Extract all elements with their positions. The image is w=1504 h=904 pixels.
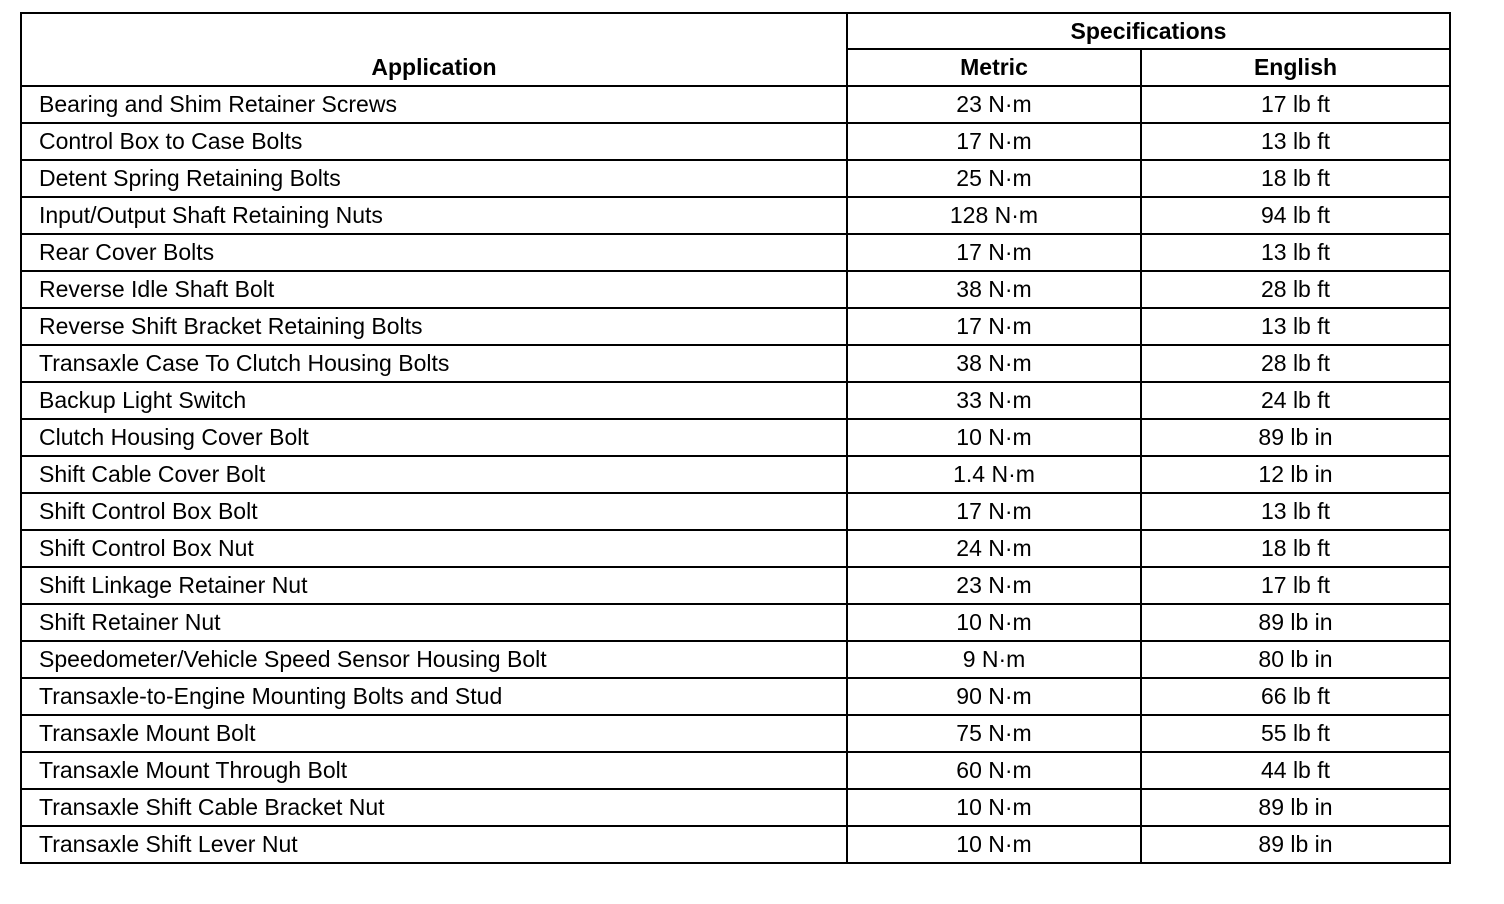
english-cell: 28 lb ft — [1141, 345, 1450, 382]
english-cell: 89 lb in — [1141, 419, 1450, 456]
metric-cell: 75 N·m — [847, 715, 1141, 752]
metric-column-header: Metric — [847, 49, 1141, 86]
table-row — [21, 123, 1450, 160]
application-cell: Transaxle Shift Lever Nut — [21, 826, 847, 863]
metric-cell: 17 N·m — [847, 123, 1141, 160]
english-cell: 55 lb ft — [1141, 715, 1450, 752]
application-cell: Shift Control Box Bolt — [21, 493, 847, 530]
english-cell: 24 lb ft — [1141, 382, 1450, 419]
metric-cell: 10 N·m — [847, 789, 1141, 826]
table-row — [21, 604, 1450, 641]
table-row — [21, 752, 1450, 789]
metric-cell: 17 N·m — [847, 308, 1141, 345]
application-cell: Transaxle-to-Engine Mounting Bolts and Stud — [21, 678, 847, 715]
table-row — [21, 826, 1450, 863]
english-cell: 89 lb in — [1141, 604, 1450, 641]
metric-cell: 38 N·m — [847, 345, 1141, 382]
application-cell: Backup Light Switch — [21, 382, 847, 419]
application-cell: Input/Output Shaft Retaining Nuts — [21, 197, 847, 234]
application-cell: Detent Spring Retaining Bolts — [21, 160, 847, 197]
metric-cell: 38 N·m — [847, 271, 1141, 308]
application-cell: Transaxle Shift Cable Bracket Nut — [21, 789, 847, 826]
metric-cell: 24 N·m — [847, 530, 1141, 567]
english-cell: 28 lb ft — [1141, 271, 1450, 308]
english-cell: 17 lb ft — [1141, 567, 1450, 604]
specifications-column-header: Specifications — [847, 13, 1450, 49]
application-cell: Shift Linkage Retainer Nut — [21, 567, 847, 604]
metric-cell: 60 N·m — [847, 752, 1141, 789]
table-row — [21, 641, 1450, 678]
application-cell: Control Box to Case Bolts — [21, 123, 847, 160]
metric-cell: 23 N·m — [847, 86, 1141, 123]
metric-cell: 17 N·m — [847, 493, 1141, 530]
table-row — [21, 271, 1450, 308]
table-row — [21, 197, 1450, 234]
metric-cell: 10 N·m — [847, 604, 1141, 641]
table-row — [21, 160, 1450, 197]
table-header — [21, 13, 1450, 86]
english-cell: 94 lb ft — [1141, 197, 1450, 234]
english-cell: 80 lb in — [1141, 641, 1450, 678]
application-cell: Transaxle Mount Through Bolt — [21, 752, 847, 789]
metric-cell: 25 N·m — [847, 160, 1141, 197]
metric-cell: 10 N·m — [847, 419, 1141, 456]
application-cell: Reverse Idle Shaft Bolt — [21, 271, 847, 308]
english-cell: 13 lb ft — [1141, 308, 1450, 345]
table-row — [21, 456, 1450, 493]
application-column-header: Application — [21, 13, 847, 86]
table-row — [21, 382, 1450, 419]
english-cell: 44 lb ft — [1141, 752, 1450, 789]
table-row — [21, 234, 1450, 271]
table-row — [21, 86, 1450, 123]
metric-cell: 90 N·m — [847, 678, 1141, 715]
table-row — [21, 789, 1450, 826]
metric-cell: 10 N·m — [847, 826, 1141, 863]
application-cell: Shift Control Box Nut — [21, 530, 847, 567]
table-row — [21, 308, 1450, 345]
metric-cell: 9 N·m — [847, 641, 1141, 678]
english-cell: 13 lb ft — [1141, 493, 1450, 530]
table-body — [21, 86, 1450, 863]
english-column-header: English — [1141, 49, 1450, 86]
metric-cell: 33 N·m — [847, 382, 1141, 419]
metric-cell: 1.4 N·m — [847, 456, 1141, 493]
application-cell: Bearing and Shim Retainer Screws — [21, 86, 847, 123]
english-cell: 17 lb ft — [1141, 86, 1450, 123]
application-cell: Reverse Shift Bracket Retaining Bolts — [21, 308, 847, 345]
metric-cell: 17 N·m — [847, 234, 1141, 271]
english-cell: 12 lb in — [1141, 456, 1450, 493]
table-row — [21, 715, 1450, 752]
torque-spec-table — [20, 12, 1451, 864]
application-cell: Transaxle Mount Bolt — [21, 715, 847, 752]
metric-cell: 128 N·m — [847, 197, 1141, 234]
application-cell: Shift Cable Cover Bolt — [21, 456, 847, 493]
english-cell: 13 lb ft — [1141, 234, 1450, 271]
table-row — [21, 567, 1450, 604]
application-cell: Speedometer/Vehicle Speed Sensor Housing Bolt — [21, 641, 847, 678]
english-cell: 89 lb in — [1141, 789, 1450, 826]
table-row — [21, 530, 1450, 567]
english-cell: 89 lb in — [1141, 826, 1450, 863]
table-row — [21, 419, 1450, 456]
application-cell: Clutch Housing Cover Bolt — [21, 419, 847, 456]
application-cell: Rear Cover Bolts — [21, 234, 847, 271]
application-cell: Shift Retainer Nut — [21, 604, 847, 641]
english-cell: 66 lb ft — [1141, 678, 1450, 715]
table-row — [21, 493, 1450, 530]
application-cell: Transaxle Case To Clutch Housing Bolts — [21, 345, 847, 382]
table-row — [21, 345, 1450, 382]
metric-cell: 23 N·m — [847, 567, 1141, 604]
english-cell: 18 lb ft — [1141, 530, 1450, 567]
table-row — [21, 678, 1450, 715]
english-cell: 18 lb ft — [1141, 160, 1450, 197]
english-cell: 13 lb ft — [1141, 123, 1450, 160]
